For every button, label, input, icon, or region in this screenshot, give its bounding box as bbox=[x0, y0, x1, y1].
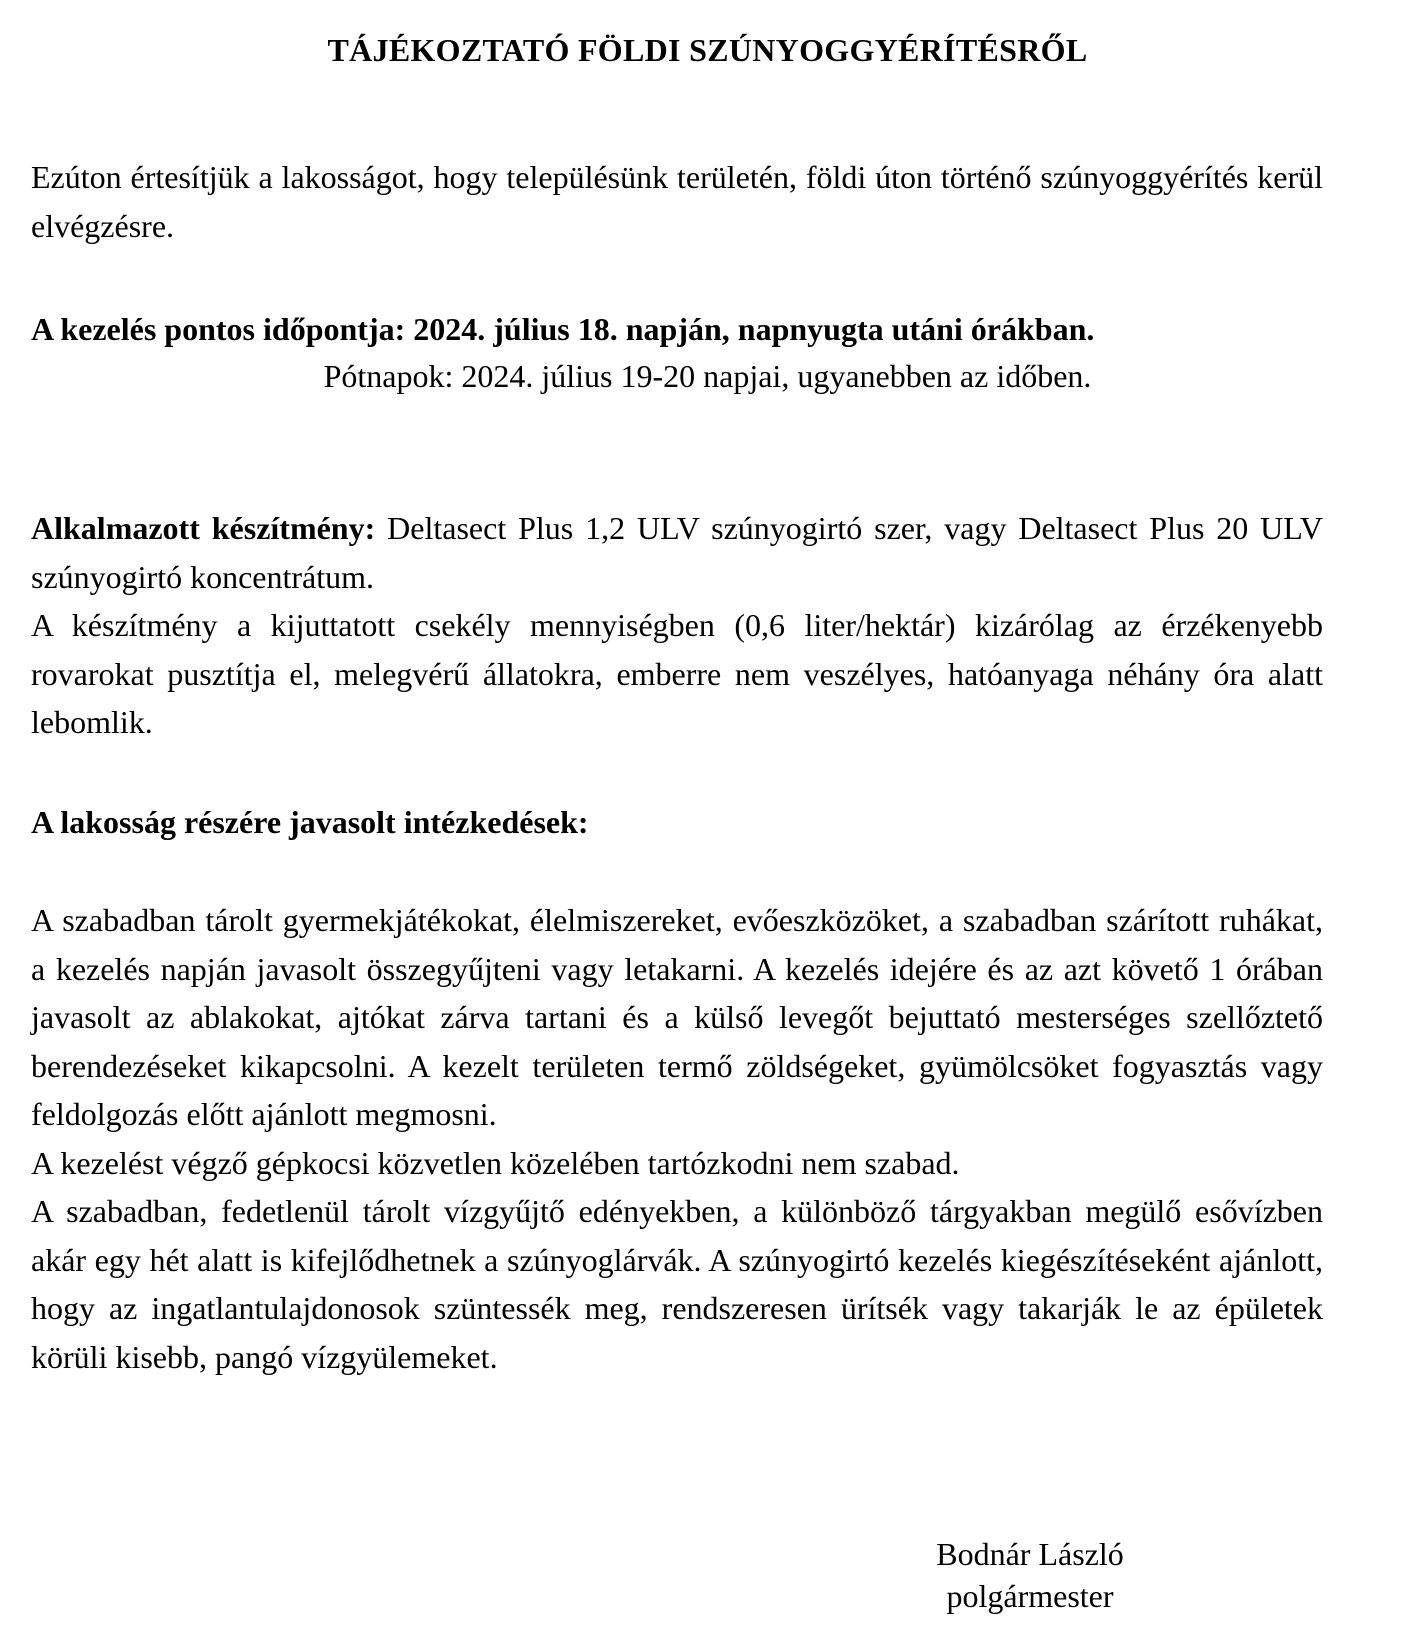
signatory-name: Bodnár László bbox=[936, 1536, 1124, 1572]
document-title: TÁJÉKOZTATÓ FÖLDI SZÚNYOGGYÉRÍTÉSRŐL bbox=[327, 32, 1088, 68]
product-text: Deltasect Plus 1,2 ULV szúnyogirtó szer, vagy Deltasect Plus 20 ULV szúnyogirtó koncentrátum. bbox=[31, 510, 1324, 595]
signatory-role: polgármester bbox=[946, 1578, 1114, 1614]
signature-block bbox=[920, 1533, 1140, 1617]
measures-heading: A lakosság részére javasolt intézkedések: bbox=[31, 804, 589, 840]
intro-paragraph: Ezúton értesítjük a lakosságot, hogy településünk területén, földi úton történő szúnyoggyérítés kerül elvégzésre. bbox=[31, 159, 1323, 244]
measures-paragraph-3: A szabadban, fedetlenül tárolt vízgyűjtő edényekben, a különböző tárgyakban megülő esővízben akár egy hét alatt is kifejlődhetnek a szúnyoglárvák. A szúnyogirtó kezelés kiegészítéseként ajánlott, hogy az ingatlantulajdonosok szüntessék meg, rendszeresen ürítsék vagy takarják le az épületek körüli kisebb, pangó vízgyülemeket. bbox=[31, 1193, 1323, 1375]
product-label: Alkalmazott készítmény: bbox=[31, 510, 376, 546]
treatment-date-line: A kezelés pontos időpontja: 2024. július 18. napján, napnyugta utáni órákban. bbox=[31, 311, 1095, 347]
measures-paragraph-2: A kezelést végző gépkocsi közvetlen közelében tartózkodni nem szabad. bbox=[31, 1144, 960, 1181]
measures-section bbox=[31, 896, 1323, 1381]
spare-days-line: Pótnapok: 2024. július 19-20 napjai, ugyanebben az időben. bbox=[323, 358, 1092, 394]
product-line bbox=[31, 504, 1323, 601]
measures-paragraph-1: A szabadban tárolt gyermekjátékokat, élelmiszereket, evőeszközöket, a szabadban szárított ruhákat, a kezelés napján javasolt összegyűjteni vagy letakarni. A kezelés idejére és az azt követő 1 órában javasolt az ablakokat, ajtókat zárva tartani és a külső levegőt bejuttató mesterséges szellőztető berendezéseket kikapcsolni. A kezelt területen termő zöldségeket, gyümölcsöket fogyasztás vagy feldolgozás előtt ajánlott megmosni. bbox=[31, 902, 1323, 1132]
product-safety-text: A készítmény a kijuttatott csekély mennyiségben (0,6 liter/hektár) kizárólag az érzékenyebb rovarokat pusztítja el, melegvérű állatokra, emberre nem veszélyes, hatóanyaga néhány óra alatt lebomlik. bbox=[31, 607, 1323, 740]
product-section bbox=[31, 504, 1323, 747]
